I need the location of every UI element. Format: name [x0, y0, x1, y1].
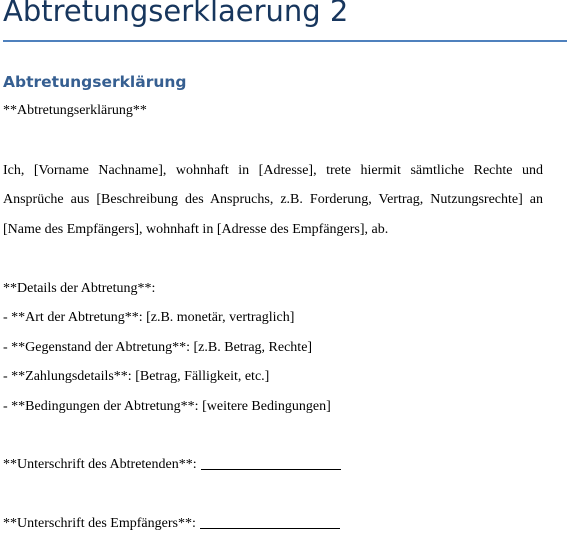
- intro-line-2: Ansprüche aus [Beschreibung des Anspruchs, z.B. Forderung, Vertrag, Nutzungsrechte] an: [3, 192, 543, 207]
- signature-assignor: [3, 457, 341, 473]
- intro-line-3: [Name des Empfängers], wohnhaft in [Adresse des Empfängers], ab.: [3, 222, 389, 237]
- details-item: - **Zahlungsdetails**: [Betrag, Fälligkeit, etc.]: [3, 369, 270, 384]
- details-item: - **Gegenstand der Abtretung**: [z.B. Betrag, Rechte]: [3, 340, 313, 355]
- intro-line-1: Ich, [Vorname Nachname], wohnhaft in [Adresse], trete hiermit sämtliche Rechte und: [3, 163, 543, 178]
- document-title: Abtretungserklaerung 2: [3, 0, 349, 28]
- signature-assignee: [3, 516, 340, 532]
- signature-assignee-label: **Unterschrift des Empfängers**:: [3, 516, 196, 531]
- details-heading: **Details der Abtretung**:: [3, 281, 156, 296]
- signature-assignee-line[interactable]: [200, 528, 340, 529]
- subheading-text: **Abtretungserklärung**: [3, 103, 147, 118]
- signature-assignor-label: **Unterschrift des Abtretenden**:: [3, 457, 197, 472]
- details-item: - **Art der Abtretung**: [z.B. monetär, vertraglich]: [3, 310, 295, 325]
- details-item: - **Bedingungen der Abtretung**: [weitere Bedingungen]: [3, 399, 331, 414]
- section-heading: Abtretungserklärung: [3, 73, 187, 91]
- title-divider: [3, 40, 567, 42]
- signature-assignor-line[interactable]: [201, 469, 341, 470]
